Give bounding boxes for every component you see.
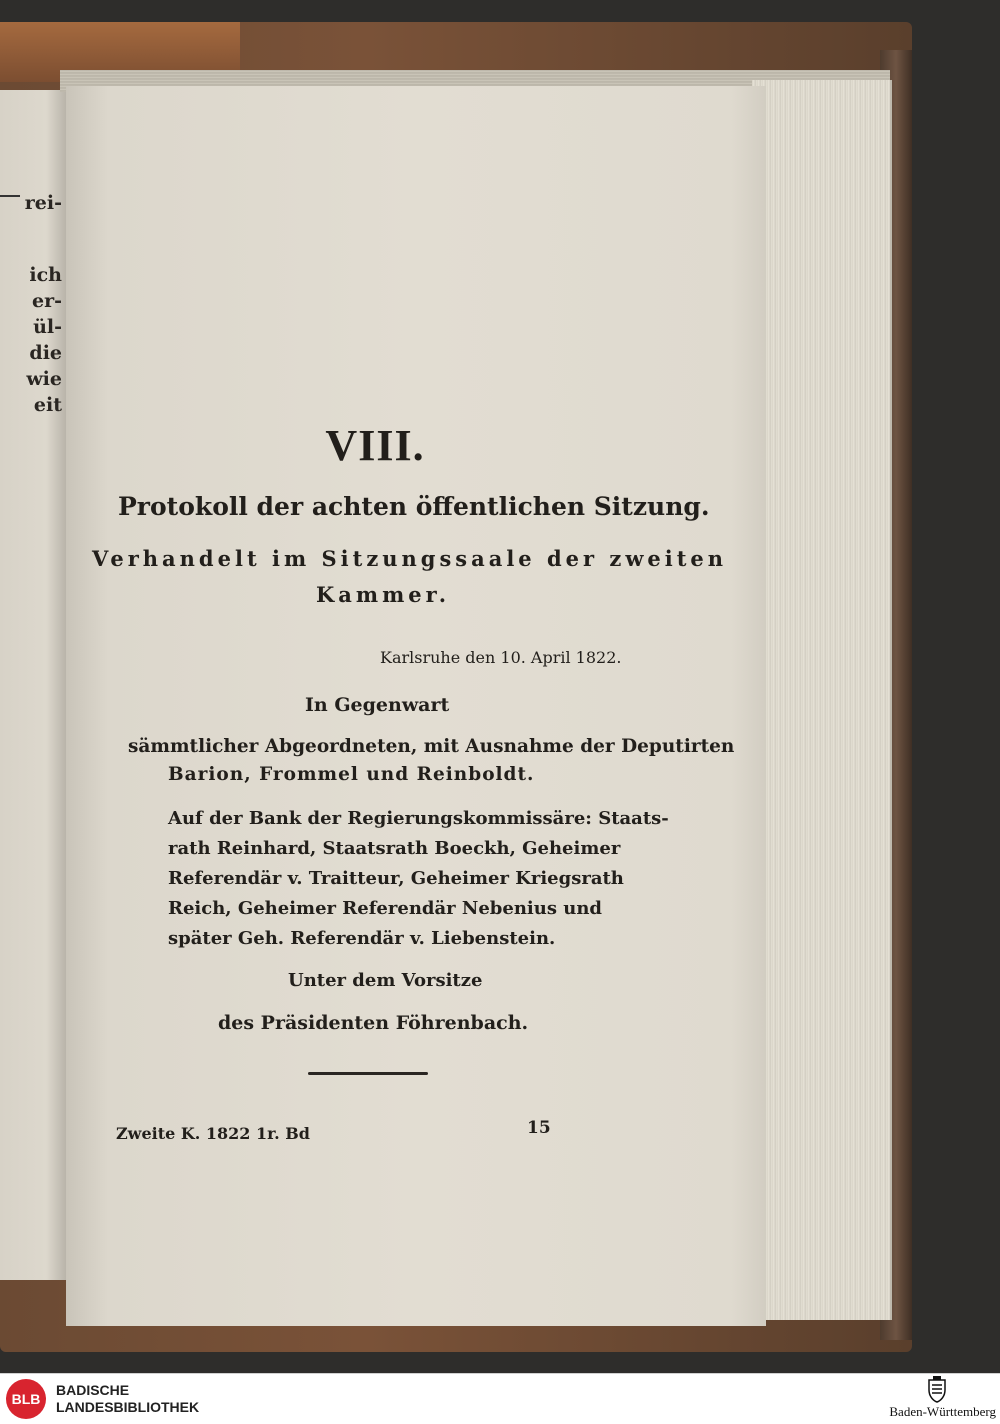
printer-signature: Zweite K. 1822 1r. Bd [116, 1124, 310, 1143]
subtitle-line-1: Verhandelt im Sitzungssaale der zweiten [92, 546, 728, 571]
subtitle-line-2: Kammer. [316, 582, 451, 607]
chapter-numeral: VIII. [325, 421, 425, 470]
presence-heading: In Gegenwart [305, 694, 450, 716]
protocol-title: Protokoll der achten öffentlichen Sitzung. [118, 492, 710, 521]
chair-line-1: Unter dem Vorsitze [288, 970, 483, 991]
chair-line-2: des Präsidenten Föhrenbach. [218, 1012, 529, 1034]
left-fragment: wie [26, 368, 62, 390]
government-line: später Geh. Referendär v. Liebenstein. [168, 928, 556, 949]
left-fragment: ül- [33, 316, 62, 338]
government-line: Referendär v. Traitteur, Geheimer Kriegsrath [168, 868, 624, 889]
institution-line-2: LANDESBIBLIOTHEK [56, 1399, 200, 1415]
left-fragment: rei- [24, 192, 62, 214]
region-label: Baden-Württemberg [889, 1404, 996, 1419]
left-fragment: ich [29, 264, 62, 286]
government-line: Auf der Bank der Regierungskommissäre: Staats- [168, 808, 669, 829]
left-fragment: eit [33, 394, 62, 416]
closing-rule [308, 1072, 428, 1075]
left-fragment: er- [32, 290, 62, 312]
left-page-fragments [0, 190, 62, 418]
institution-name[interactable] [56, 1382, 199, 1416]
page-number: 15 [527, 1118, 551, 1138]
government-line: rath Reinhard, Staatsrath Boeckh, Geheimer [168, 838, 621, 859]
page-edges-right [752, 80, 892, 1320]
coat-of-arms-icon [926, 1376, 948, 1404]
left-fragment: die [29, 342, 62, 364]
government-line: Reich, Geheimer Referendär Nebenius und [168, 898, 603, 919]
presence-line-1: sämmtlicher Abgeordneten, mit Ausnahme der Deputirten [128, 736, 735, 757]
blb-logo-icon[interactable]: BLB [6, 1379, 46, 1419]
place-date: Karlsruhe den 10. April 1822. [380, 648, 622, 667]
institution-line-1: BADISCHE [56, 1382, 130, 1398]
library-footer [0, 1373, 1000, 1424]
presence-line-2: Barion, Frommel und Reinboldt. [168, 764, 535, 785]
